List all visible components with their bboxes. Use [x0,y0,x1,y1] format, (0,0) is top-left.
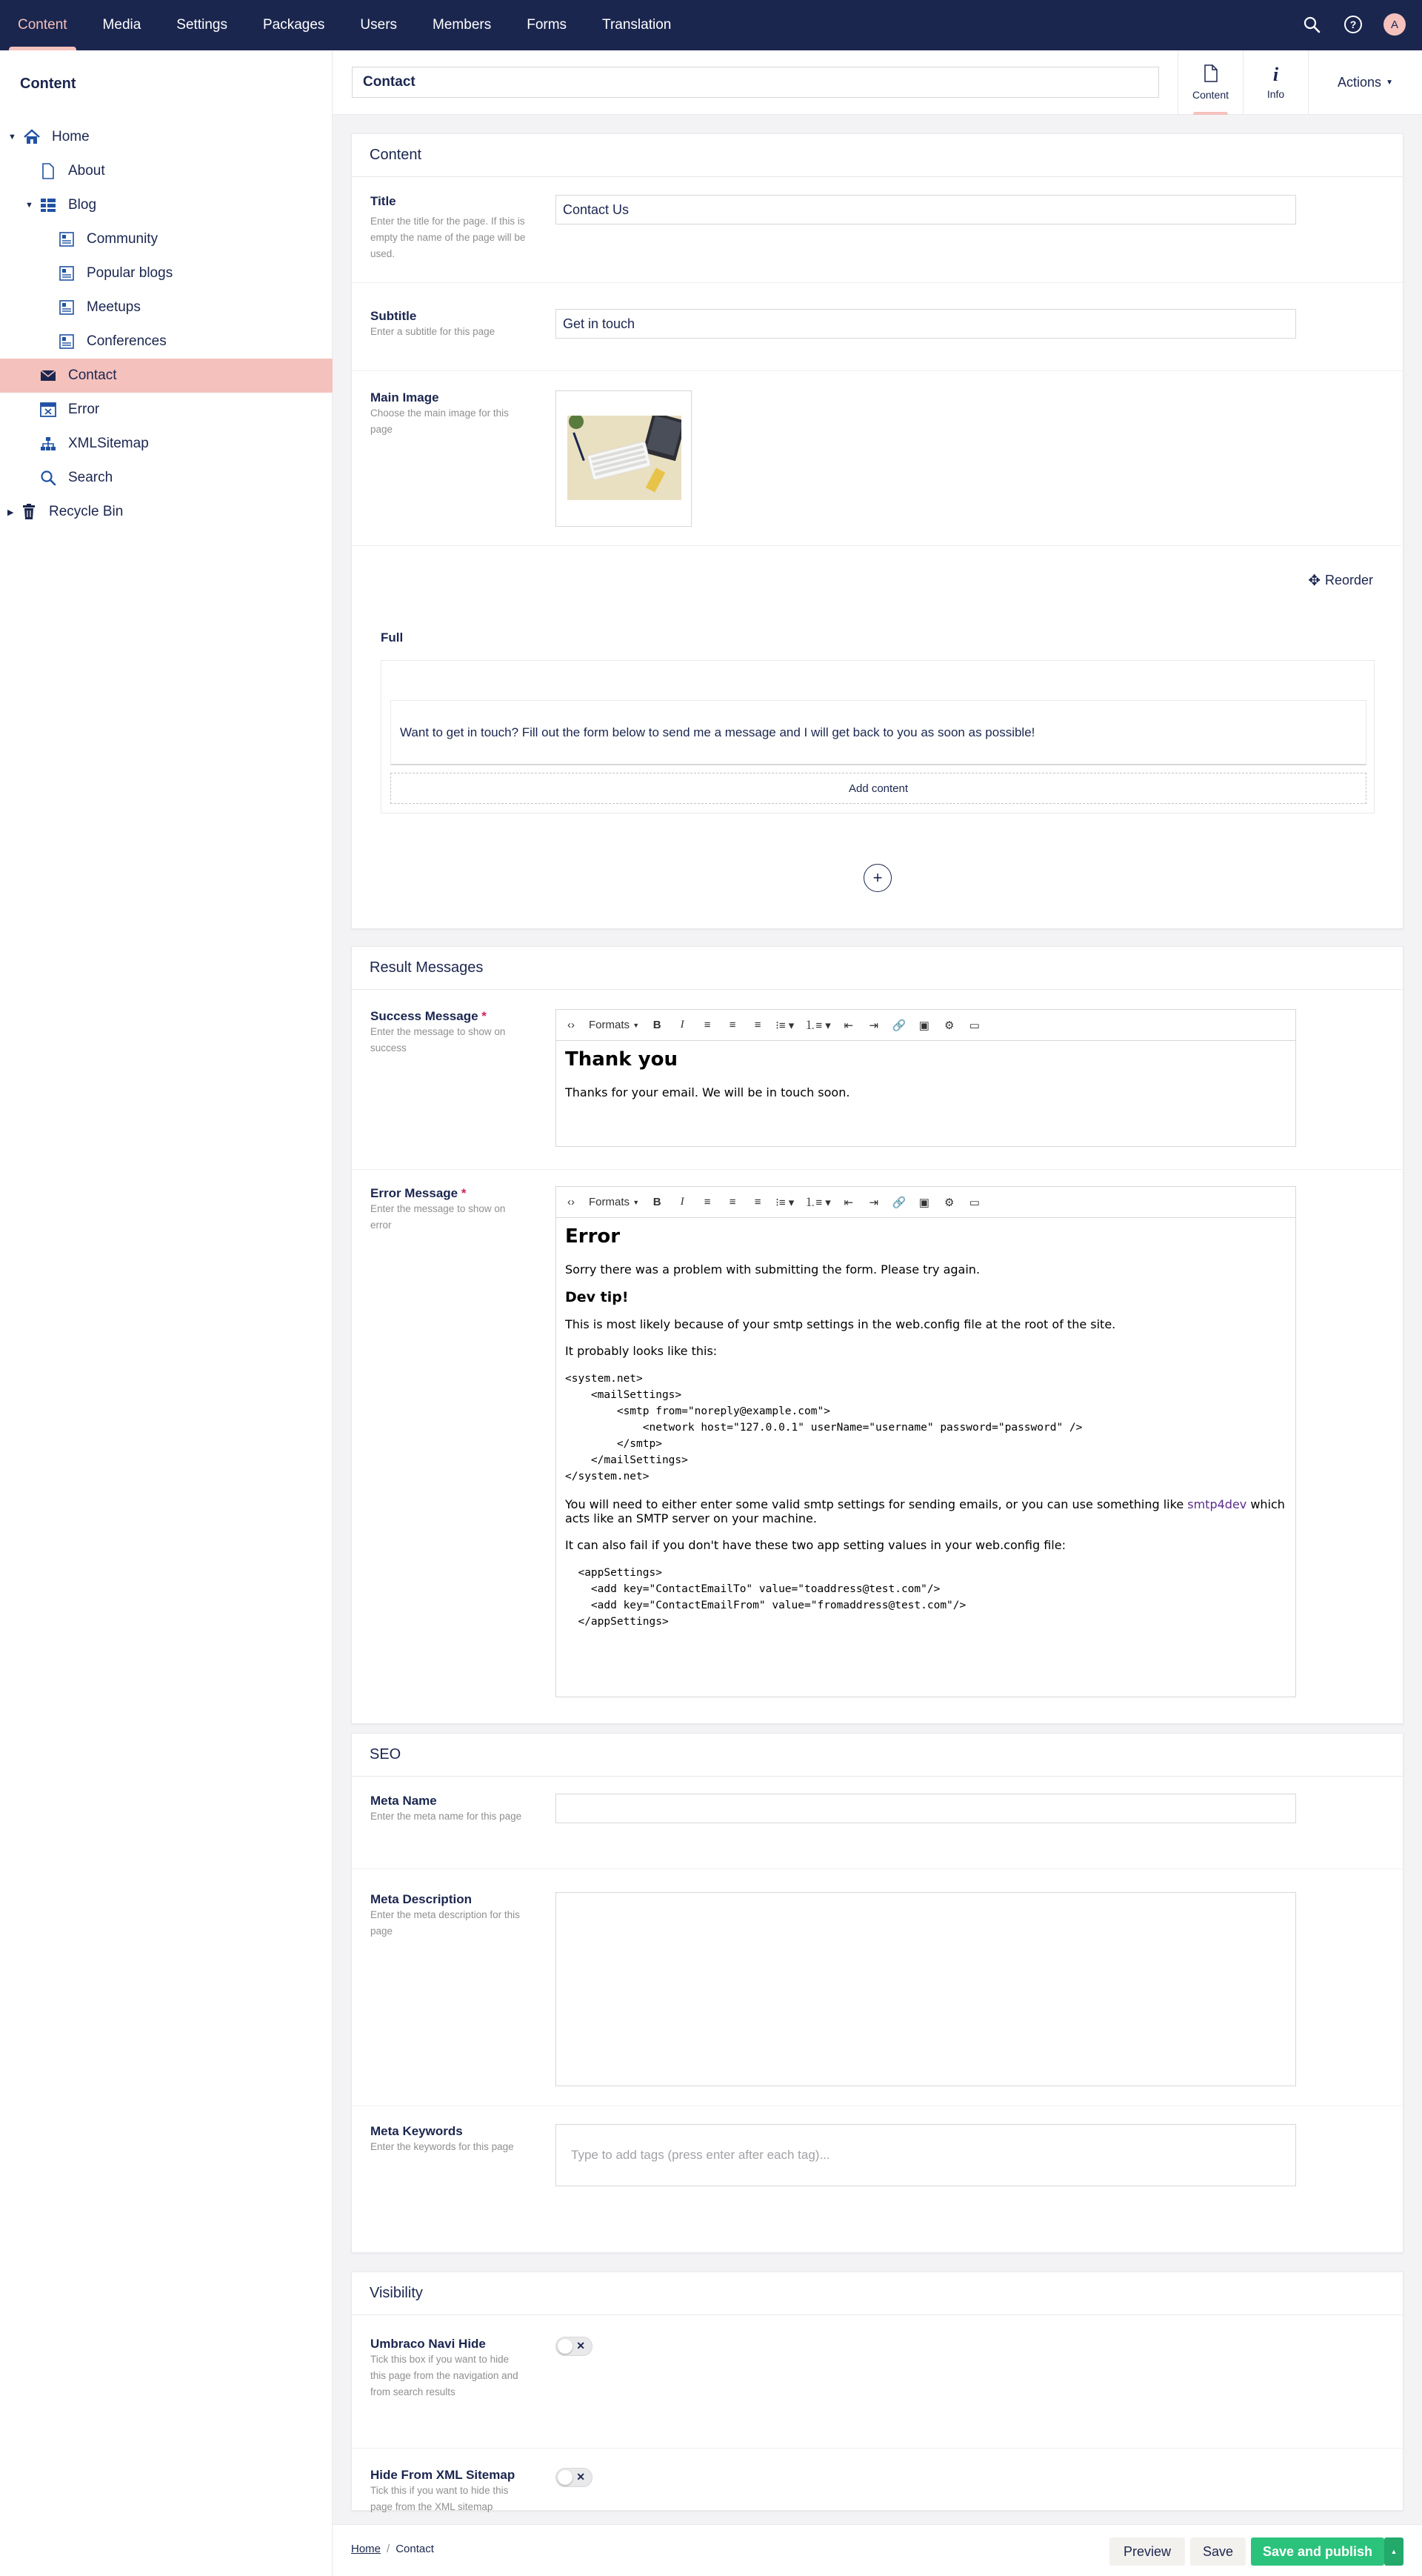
nav-settings[interactable]: Settings [176,17,227,33]
media-picker[interactable] [555,390,692,527]
smtp4dev-link[interactable]: smtp4dev [1187,1497,1247,1511]
subtitle-input[interactable]: Get in touch [555,309,1296,339]
search-icon[interactable] [1301,13,1323,36]
property-label: Meta Description [370,1892,472,1906]
divider [352,545,1404,546]
nav-packages[interactable]: Packages [262,17,325,33]
meta-keywords-tags-input[interactable]: Type to add tags (press enter after each tag)... [555,2124,1296,2186]
editor-footer [333,2524,1422,2576]
tree-item-label: About [68,163,105,179]
actions-button[interactable] [1308,50,1422,115]
message-heading: Thank you [565,1048,678,1071]
svg-text:?: ? [1349,19,1357,30]
blog-post-icon [57,230,76,249]
align-left-icon[interactable]: ≡ [704,1019,711,1031]
group-title: SEO [352,1734,1403,1777]
property-description: Enter the message to show on error [370,1203,506,1231]
property-label: Meta Keywords [370,2124,463,2138]
publish-options-caret-icon[interactable]: ▲ [1384,2537,1403,2566]
align-center-icon[interactable]: ≡ [729,1019,736,1031]
code-block: <appSettings> <add key="ContactEmailTo" value="toaddress@test.com"/> <add key="ContactEmailFrom" value="fromaddress@test.com"/> </appSettings> [578,1567,967,1628]
tree-item-blog[interactable] [0,188,333,222]
property-label: Main Image [370,390,439,405]
close-icon: ✕ [576,2471,585,2483]
tree-item-meetups[interactable] [0,290,333,325]
tree-item-recycle-bin[interactable] [0,495,333,529]
reorder-label: Reorder [1324,573,1373,588]
tree-item-label: Popular blogs [87,265,173,281]
tree-item-label: XMLSitemap [68,436,149,451]
property-description: Choose the main image for this page [370,407,509,435]
property-description: Enter the meta description for this page [370,1909,520,1937]
source-code-icon[interactable]: ‹› [567,1196,575,1208]
blog-post-icon [57,332,76,351]
node-name-input[interactable]: Contact [352,67,1159,98]
link-icon[interactable]: 🔗 [892,1019,907,1032]
sitemap-icon [39,434,58,453]
tree-item-contact[interactable] [0,359,333,393]
tree-item-label: Recycle Bin [49,504,124,519]
group-title: Result Messages [352,947,1403,990]
breadcrumb-separator: / [387,2543,390,2555]
rte-content[interactable] [556,1218,1295,1650]
search-icon [39,468,58,487]
envelope-icon [39,366,58,385]
meta-name-input[interactable] [555,1794,1296,1823]
source-code-icon[interactable]: ‹› [567,1019,575,1031]
property-description: Enter the meta name for this page [370,1811,522,1822]
info-icon: i [1272,63,1279,85]
link-icon[interactable]: 🔗 [892,1196,907,1209]
grid-row [381,660,1375,813]
sidebar-title: Content [20,76,76,92]
caret-down-icon: ▼ [1386,79,1393,87]
document-icon [1204,64,1218,84]
document-icon [39,162,58,181]
hide-sitemap-toggle[interactable] [555,2468,592,2487]
outdent-icon[interactable]: ⇤ [844,1196,854,1209]
tree-item-label: Meetups [87,299,141,315]
editor-main [333,50,1422,2576]
numbered-list-icon[interactable]: ⒈≡ ▾ [804,1019,831,1032]
property-label: Meta Name [370,1794,437,1808]
visibility-panel [351,2272,1403,2511]
property-description: Enter the keywords for this page [370,2141,514,2152]
caret-down-icon[interactable]: ▼ [8,133,16,142]
success-rich-text-editor [555,1009,1296,1147]
move-icon: ✥ [1308,573,1321,589]
tree-item-community[interactable] [0,222,333,256]
align-right-icon[interactable]: ≡ [754,1019,761,1031]
error-page-icon [39,400,58,419]
result-messages-panel [351,946,1403,1724]
nav-forms[interactable]: Forms [527,17,567,33]
numbered-list-icon[interactable]: ⒈≡ ▾ [804,1197,831,1209]
nav-content[interactable]: Content [0,0,85,50]
group-title: Content [352,134,1403,177]
property-description: Tick this if you want to hide this page from the XML sitemap [370,2485,509,2512]
bold-icon[interactable]: B [652,1196,661,1208]
message-text: It can also fail if you don't have these two app setting values in your web.config file: [565,1538,1066,1552]
save-button[interactable]: Save [1190,2537,1246,2566]
bullet-list-icon[interactable]: ⁝≡ ▾ [775,1019,795,1032]
italic-icon[interactable]: I [680,1019,684,1031]
content-tree-sidebar [0,50,333,2576]
message-text: You will need to either enter some valid smtp settings for sending emails, or you can use something like smtp4dev which acts like an SMTP server on your machine. [565,1497,1285,1525]
tree-item-label: Home [52,129,90,144]
top-navigation-bar [0,0,1422,50]
indent-icon[interactable]: ⇥ [869,1196,879,1209]
tree-item-conferences[interactable] [0,325,333,359]
divider [352,2448,1404,2449]
close-icon: ✕ [576,2340,585,2352]
property-label: Title [370,194,396,208]
add-row-icon[interactable]: + [864,864,892,892]
content-group-panel [351,133,1403,929]
tab-content[interactable] [1178,50,1243,115]
error-rich-text-editor [555,1186,1296,1697]
formats-dropdown[interactable]: Formats ▼ [589,1019,640,1031]
grid-layout-title: Full [381,630,404,645]
align-right-icon[interactable]: ≡ [754,1196,761,1208]
content-tree [0,120,333,529]
message-text: Sorry there was a problem with submitting the form. Please try again. [565,1262,981,1277]
message-heading: Error [565,1225,621,1248]
indent-icon[interactable]: ⇥ [869,1019,879,1032]
property-description: Tick this box if you want to hide this page from the navigation and from search results [370,2354,518,2397]
breadcrumb-current: Contact [395,2543,434,2555]
nav-translation[interactable]: Translation [602,17,672,33]
tab-info[interactable] [1243,50,1308,115]
add-content-button[interactable]: Add content [390,773,1366,804]
section-nav [0,0,689,50]
message-text: Thanks for your email. We will be in touch soon. [565,1085,850,1099]
formats-dropdown[interactable]: Formats ▼ [589,1196,640,1208]
tree-item-popular-blogs[interactable] [0,256,333,290]
message-text: It probably looks like this: [565,1344,718,1358]
divider [352,1868,1404,1869]
actions-label: Actions [1338,75,1382,90]
property-label: Success Message * [370,1009,487,1023]
property-label: Umbraco Navi Hide [370,2337,486,2351]
top-right-tools [1301,13,1406,36]
tree-item-about[interactable] [0,154,333,188]
property-description: Enter a subtitle for this page [370,326,495,337]
seo-panel [351,1733,1403,2253]
divider [352,282,1404,283]
image-icon[interactable]: ▣ [918,1019,929,1032]
dev-tip-heading: Dev tip! [565,1289,629,1305]
editor-header [333,50,1422,115]
bold-icon[interactable]: B [652,1019,661,1031]
align-center-icon[interactable]: ≡ [729,1196,736,1208]
tab-label: Content [1192,89,1229,101]
avatar[interactable]: A [1383,13,1406,36]
macro-icon[interactable]: ⚙ [944,1019,955,1032]
tree-item-xmlsitemap[interactable] [0,427,333,461]
group-title: Visibility [352,2272,1403,2315]
code-block: <system.net> <mailSettings> <smtp from="noreply@example.com"> <network host="127.0.0.1" userName="username" password="password" /> </smtp> </mailSettings> </system.net> [565,1373,1083,1482]
tree-item-home[interactable] [0,120,333,154]
reorder-button[interactable] [1308,571,1373,590]
preview-button[interactable]: Preview [1109,2537,1185,2566]
title-input[interactable]: Contact Us [555,195,1296,224]
rte-toolbar [556,1187,1295,1218]
caret-down-icon[interactable]: ▼ [25,201,33,210]
required-mark: * [481,1009,487,1023]
message-text: This is most likely because of your smtp settings in the web.config file at the root of the site. [565,1317,1116,1331]
property-description: Enter the title for the page. If this is empty the name of the page will be used. [370,216,526,259]
blog-post-icon [57,264,76,283]
caret-right-icon[interactable]: ▶ [7,507,14,517]
divider [352,1169,1404,1170]
keyboard-photo [567,416,681,500]
property-label: Error Message * [370,1186,467,1200]
breadcrumb [351,2543,434,2555]
tree-item-label: Conferences [87,333,167,349]
help-icon[interactable] [1342,13,1364,36]
rte-content[interactable] [556,1041,1295,1119]
italic-icon[interactable]: I [680,1196,684,1208]
tree-item-label: Contact [68,367,117,383]
save-and-publish-button[interactable]: Save and publish [1251,2537,1384,2566]
image-icon[interactable]: ▣ [918,1196,929,1209]
meta-description-textarea[interactable] [555,1892,1296,2086]
breadcrumb-home-link[interactable]: Home [351,2543,381,2555]
grid-text-cell[interactable]: Want to get in touch? Fill out the form below to send me a message and I will get back to you as soon as possible! [390,700,1366,765]
property-label: Hide From XML Sitemap [370,2468,515,2482]
nav-users[interactable]: Users [360,17,398,33]
property-label: Subtitle [370,309,417,323]
divider [352,370,1404,371]
home-icon [22,127,41,147]
blog-icon [39,196,58,215]
align-left-icon[interactable]: ≡ [704,1196,711,1208]
trash-icon [19,502,39,522]
bullet-list-icon[interactable]: ⁝≡ ▾ [775,1196,795,1209]
embed-icon[interactable]: ▭ [969,1196,980,1209]
tree-item-label: Blog [68,197,97,213]
required-mark: * [461,1186,467,1200]
nav-members[interactable]: Members [433,17,492,33]
tree-item-label: Community [87,231,158,247]
tree-item-label: Error [68,402,100,417]
rte-toolbar [556,1010,1295,1041]
tree-item-search[interactable] [0,461,333,495]
tab-label: Info [1266,87,1285,100]
macro-icon[interactable]: ⚙ [944,1196,955,1209]
property-description: Enter the message to show on success [370,1026,506,1054]
navi-hide-toggle[interactable] [555,2337,592,2356]
blog-post-icon [57,298,76,317]
main-image-thumbnail[interactable] [567,416,681,500]
tree-item-label: Search [68,470,113,485]
embed-icon[interactable]: ▭ [969,1019,980,1032]
outdent-icon[interactable]: ⇤ [844,1019,854,1032]
nav-media[interactable]: Media [102,17,141,33]
tree-item-error[interactable] [0,393,333,427]
